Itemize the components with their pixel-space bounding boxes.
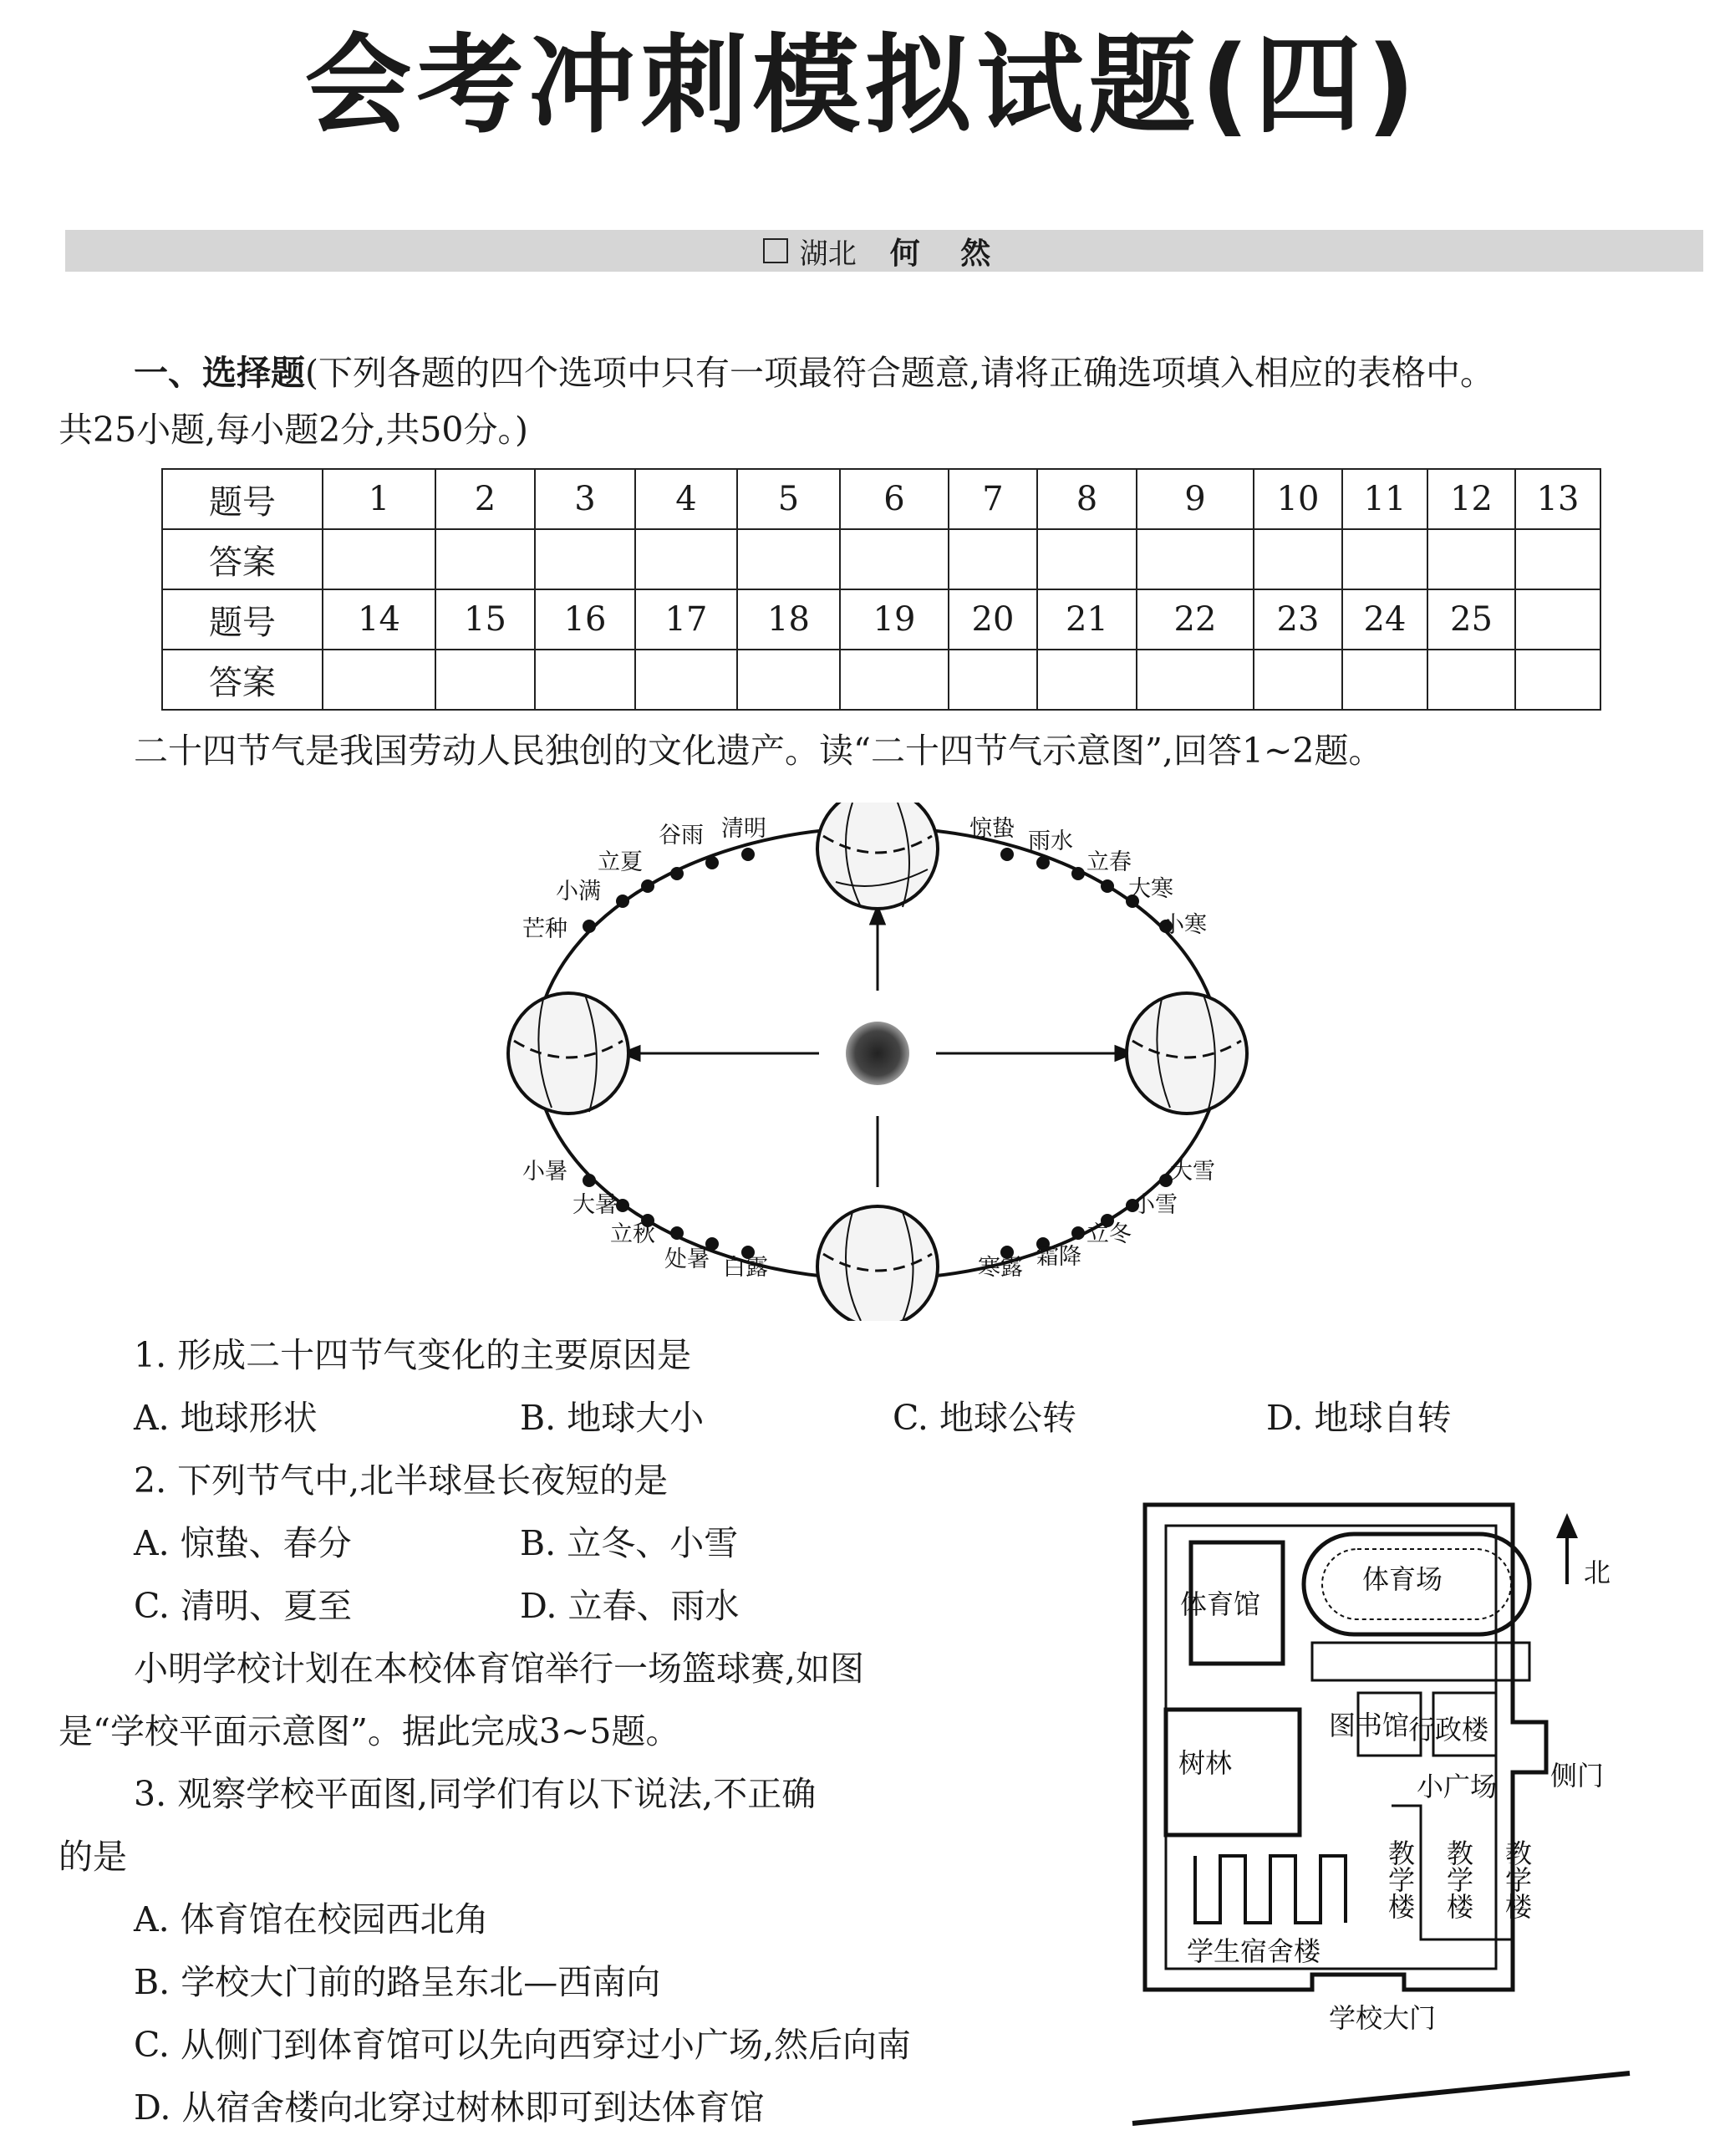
answer-cell[interactable] bbox=[737, 650, 840, 710]
answer-cell[interactable] bbox=[1137, 529, 1254, 589]
question-number: 7 bbox=[949, 469, 1037, 529]
term-label: 立秋 bbox=[610, 1221, 655, 1247]
road bbox=[1132, 2073, 1630, 2123]
question-number: 25 bbox=[1427, 589, 1515, 650]
answer-cell[interactable] bbox=[635, 650, 737, 710]
answer-cell[interactable] bbox=[1427, 529, 1515, 589]
question-number: 6 bbox=[840, 469, 949, 529]
school-map bbox=[1128, 1488, 1646, 2132]
main-gate-label: 学校大门 bbox=[1329, 2002, 1437, 2034]
answer-cell[interactable] bbox=[1254, 650, 1342, 710]
term-label: 大雪 bbox=[1170, 1159, 1215, 1185]
question-number: 4 bbox=[635, 469, 737, 529]
question-2-option: D. 立春、雨水 bbox=[520, 1586, 740, 1626]
question-number: 13 bbox=[1515, 469, 1600, 529]
question-3-stem-line2: 的是 bbox=[59, 1837, 127, 1877]
section-heading: 一、选择题 bbox=[134, 353, 305, 393]
table-row bbox=[162, 529, 1600, 589]
question-number: 16 bbox=[535, 589, 635, 650]
author-bar bbox=[65, 230, 1703, 272]
answer-cell[interactable] bbox=[1137, 650, 1254, 710]
question-number: 14 bbox=[323, 589, 435, 650]
table-row bbox=[162, 650, 1600, 710]
question-number: 3 bbox=[535, 469, 635, 529]
row-label: 题号 bbox=[162, 589, 323, 650]
question-number: 5 bbox=[737, 469, 840, 529]
answer-cell[interactable] bbox=[323, 529, 435, 589]
field-label: 体育场 bbox=[1362, 1563, 1443, 1595]
answer-cell[interactable] bbox=[1515, 529, 1600, 589]
question-2-stem: 2. 下列节气中,北半球昼长夜短的是 bbox=[134, 1460, 669, 1501]
earth-globe-icon bbox=[817, 803, 938, 909]
question-number: 17 bbox=[635, 589, 737, 650]
question-number: 10 bbox=[1254, 469, 1342, 529]
question-number: 20 bbox=[949, 589, 1037, 650]
question-number: 15 bbox=[435, 589, 535, 650]
answer-cell[interactable] bbox=[949, 529, 1037, 589]
term-label: 立冬 bbox=[1086, 1221, 1132, 1247]
question-1-option: B. 地球大小 bbox=[520, 1398, 705, 1438]
answer-cell[interactable] bbox=[1342, 529, 1427, 589]
table-row bbox=[162, 469, 1600, 529]
question-number: 12 bbox=[1427, 469, 1515, 529]
term-label: 大寒 bbox=[1128, 876, 1173, 902]
answer-cell[interactable] bbox=[535, 529, 635, 589]
answer-cell[interactable] bbox=[1037, 529, 1137, 589]
square-icon bbox=[763, 238, 788, 263]
term-label: 谷雨 bbox=[659, 823, 704, 849]
sun-icon bbox=[846, 1022, 909, 1085]
library-label: 图书馆 bbox=[1329, 1710, 1410, 1741]
term-label: 芒种 bbox=[522, 916, 567, 942]
term-label: 小满 bbox=[556, 879, 601, 905]
term-label: 小暑 bbox=[522, 1159, 567, 1185]
question-1-option: C. 地球公转 bbox=[893, 1398, 1076, 1438]
answer-cell[interactable] bbox=[435, 650, 535, 710]
question-3-option: A. 体育馆在校园西北角 bbox=[134, 1899, 489, 1939]
answer-cell[interactable] bbox=[435, 529, 535, 589]
question-1-stem: 1. 形成二十四节气变化的主要原因是 bbox=[134, 1335, 692, 1375]
forest-label: 树林 bbox=[1178, 1747, 1233, 1779]
answer-cell[interactable] bbox=[949, 650, 1037, 710]
teaching-label: 教学楼 bbox=[1443, 1839, 1474, 1919]
dorm-label: 学生宿舍楼 bbox=[1187, 1935, 1321, 1967]
instruction-text: (下列各题的四个选项中只有一项最符合题意,请将正确选项填入相应的表格中。 bbox=[305, 353, 1495, 393]
intro-questions-3-5-line1: 小明学校计划在本校体育馆举行一场篮球赛,如图 bbox=[134, 1649, 865, 1689]
earth-globe-icon bbox=[508, 993, 628, 1114]
question-number: 21 bbox=[1037, 589, 1137, 650]
row-label: 答案 bbox=[162, 529, 323, 589]
answer-cell[interactable] bbox=[840, 650, 949, 710]
answer-cell[interactable] bbox=[1515, 650, 1600, 710]
row-label: 题号 bbox=[162, 469, 323, 529]
north-arrow-head-icon bbox=[1556, 1513, 1578, 1538]
question-number: 24 bbox=[1342, 589, 1427, 650]
question-2-option: C. 清明、夏至 bbox=[134, 1586, 352, 1626]
row-label: 答案 bbox=[162, 650, 323, 710]
question-number: 19 bbox=[840, 589, 949, 650]
term-label: 处暑 bbox=[664, 1246, 710, 1272]
answer-cell[interactable] bbox=[840, 529, 949, 589]
question-2-option: A. 惊蛰、春分 bbox=[134, 1523, 352, 1563]
answer-cell[interactable] bbox=[737, 529, 840, 589]
answer-cell[interactable] bbox=[1427, 650, 1515, 710]
term-label: 小雪 bbox=[1132, 1192, 1178, 1218]
question-number: 2 bbox=[435, 469, 535, 529]
question-number: 23 bbox=[1254, 589, 1342, 650]
question-number: 1 bbox=[323, 469, 435, 529]
question-number: 8 bbox=[1037, 469, 1137, 529]
term-label: 寒露 bbox=[978, 1255, 1023, 1281]
term-label: 小寒 bbox=[1162, 912, 1207, 938]
question-3-option: B. 学校大门前的路呈东北—西南向 bbox=[134, 1962, 661, 2002]
question-number: 22 bbox=[1137, 589, 1254, 650]
answer-cell[interactable] bbox=[1037, 650, 1137, 710]
term-label: 霜降 bbox=[1036, 1244, 1081, 1270]
intro-questions-1-2: 二十四节气是我国劳动人民独创的文化遗产。读“二十四节气示意图”,回答1~2题。 bbox=[134, 731, 1383, 771]
question-1-option: A. 地球形状 bbox=[134, 1398, 318, 1438]
teaching-label: 教学楼 bbox=[1501, 1839, 1533, 1919]
question-1-option: D. 地球自转 bbox=[1266, 1398, 1452, 1438]
term-label: 清明 bbox=[721, 816, 766, 842]
section-instruction-line2: 共25小题,每小题2分,共50分。) bbox=[59, 410, 528, 450]
question-number: 11 bbox=[1342, 469, 1427, 529]
term-label: 雨水 bbox=[1028, 828, 1073, 854]
teaching-label: 教学楼 bbox=[1384, 1839, 1416, 1919]
answer-cell[interactable] bbox=[635, 529, 737, 589]
page-title: 会考冲刺模拟试题(四) bbox=[304, 23, 1421, 148]
answer-cell[interactable] bbox=[1254, 529, 1342, 589]
answer-cell[interactable] bbox=[323, 650, 435, 710]
term-label: 惊蛰 bbox=[969, 816, 1015, 842]
question-3-stem-line1: 3. 观察学校平面图,同学们有以下说法,不正确 bbox=[134, 1774, 817, 1814]
section-instruction-line1 bbox=[134, 351, 1494, 395]
side-gate-label: 侧门 bbox=[1550, 1760, 1605, 1792]
answer-cell[interactable] bbox=[535, 650, 635, 710]
intro-questions-3-5-line2: 是“学校平面示意图”。据此完成3~5题。 bbox=[59, 1711, 680, 1751]
table-row bbox=[162, 589, 1600, 650]
question-number: 18 bbox=[737, 589, 840, 650]
question-number: 9 bbox=[1137, 469, 1254, 529]
plaza-label: 小广场 bbox=[1417, 1771, 1498, 1802]
question-3-option: D. 从宿舍楼向北穿过树林即可到达体育馆 bbox=[134, 2087, 765, 2128]
earth-globe-icon bbox=[817, 1206, 938, 1321]
earth-globe-icon bbox=[1127, 993, 1247, 1114]
admin-label: 行政楼 bbox=[1408, 1714, 1489, 1746]
north-label: 北 bbox=[1584, 1557, 1611, 1588]
answer-cell[interactable] bbox=[1342, 650, 1427, 710]
term-label: 白露 bbox=[723, 1255, 768, 1281]
dorm-buildings bbox=[1195, 1856, 1346, 1923]
question-3-option: C. 从侧门到体育馆可以先向西穿过小广场,然后向南 bbox=[134, 2025, 912, 2065]
solar-terms-diagram bbox=[485, 803, 1270, 1321]
answer-table bbox=[161, 468, 1601, 711]
term-label: 立夏 bbox=[598, 849, 643, 875]
author-name: 何 然 bbox=[889, 236, 1006, 271]
term-label: 立春 bbox=[1086, 849, 1132, 875]
question-number bbox=[1515, 589, 1600, 650]
author-region: 湖北 bbox=[799, 237, 857, 271]
question-2-option: B. 立冬、小雪 bbox=[520, 1523, 739, 1563]
term-label: 大暑 bbox=[572, 1192, 618, 1218]
gym-label: 体育馆 bbox=[1180, 1588, 1261, 1620]
